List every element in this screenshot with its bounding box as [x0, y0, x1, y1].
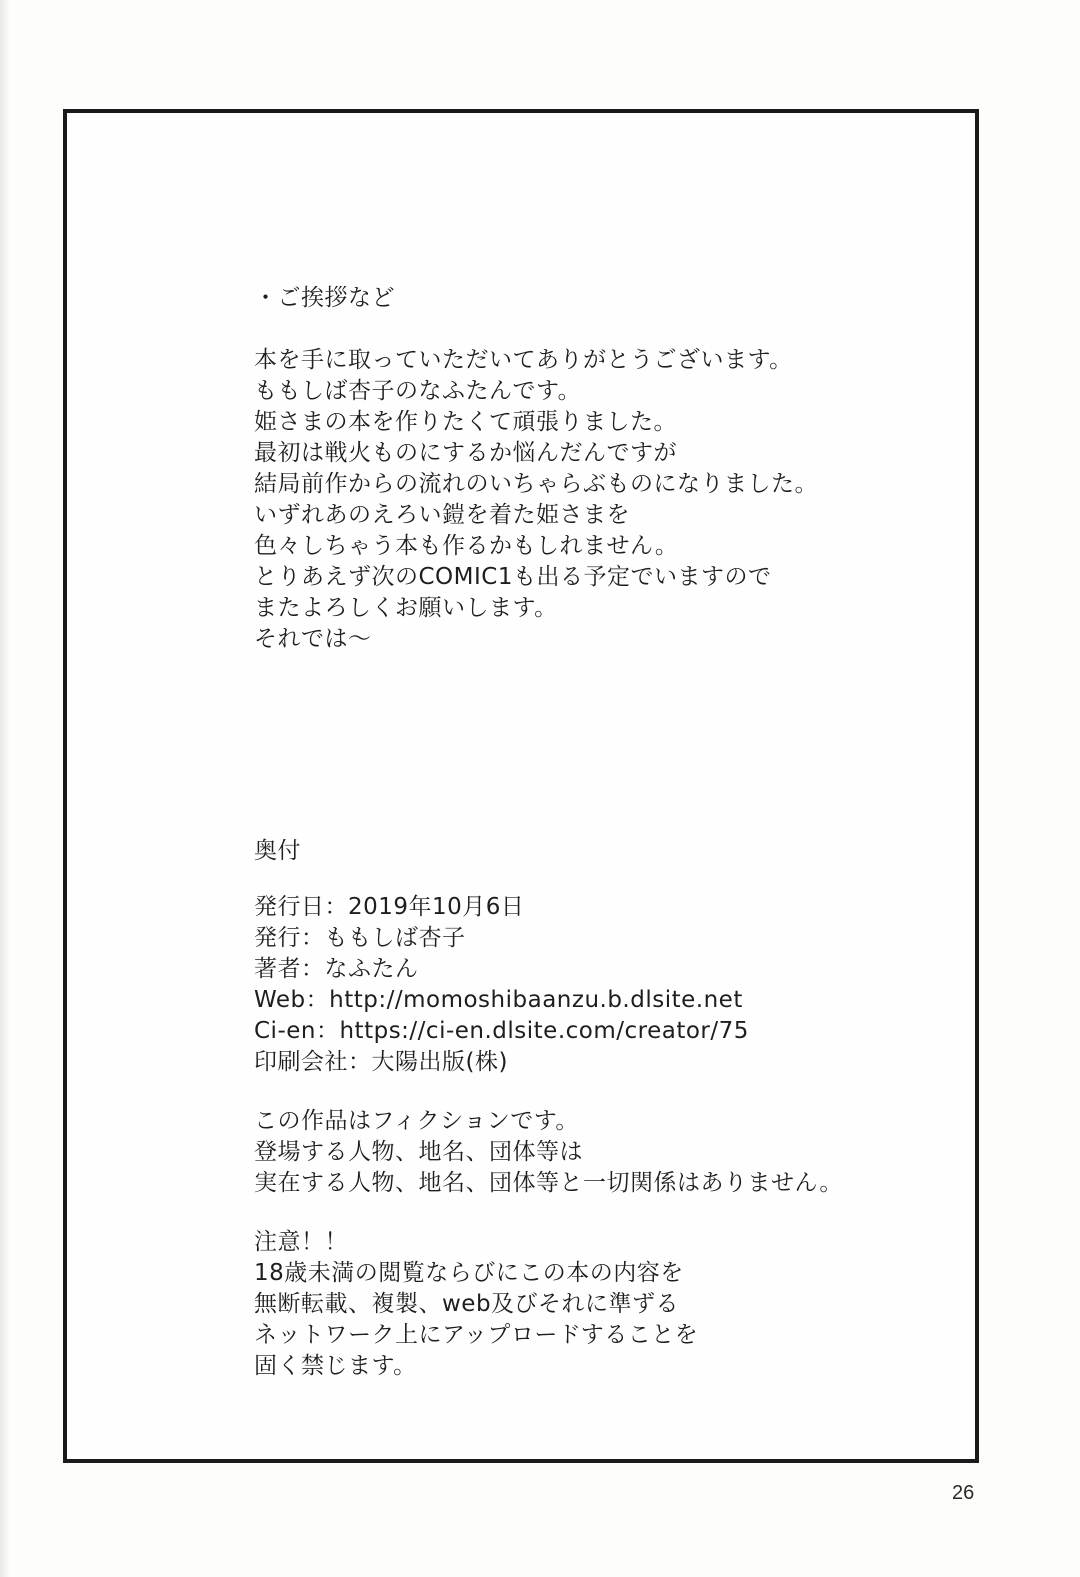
greeting-heading: ・ご挨拶など [254, 285, 395, 311]
page-number: 26 [952, 1482, 975, 1504]
colophon-printer: 印刷会社：大陽出版(株) [254, 1049, 508, 1075]
fiction-notice-line: この作品はフィクションです。 [254, 1108, 579, 1134]
greeting-line: とりあえず次のCOMIC1も出る予定でいますので [254, 564, 772, 590]
greeting-line: 色々しちゃう本も作るかもしれません。 [254, 533, 679, 559]
fiction-notice-line: 実在する人物、地名、団体等と一切関係はありません。 [254, 1170, 843, 1196]
caution-line: ネットワーク上にアップロードすることを [254, 1322, 699, 1348]
colophon-heading: 奥付 [254, 838, 301, 864]
greeting-line: 姫さまの本を作りたくて頑張りました。 [254, 409, 677, 435]
greeting-section [254, 283, 818, 655]
colophon-publish-date: 発行日：2019年10月6日 [254, 894, 525, 920]
greeting-line: 結局前作からの流れのいちゃらぶものになりました。 [254, 471, 818, 497]
greeting-line: いずれあのえろい鎧を着た姫さまを [254, 502, 630, 528]
colophon-publisher: 発行：ももしば杏子 [254, 925, 466, 951]
scan-edge-shadow [0, 0, 10, 1577]
greeting-line: ももしば杏子のなふたんです。 [254, 378, 582, 404]
colophon-section [254, 836, 843, 1382]
colophon-cien-url: Ci-en：https://ci-en.dlsite.com/creator/75 [254, 1018, 749, 1044]
greeting-line: またよろしくお願いします。 [254, 595, 558, 621]
fiction-notice-line: 登場する人物、地名、団体等は [254, 1139, 583, 1165]
colophon-web-url: Web：http://momoshibaanzu.b.dlsite.net [254, 987, 743, 1013]
greeting-line: それでは～ [254, 626, 372, 652]
colophon-author: 著者：なふたん [254, 956, 419, 982]
caution-heading: 注意！！ [254, 1229, 348, 1255]
greeting-line: 最初は戦火ものにするか悩んだんですが [254, 440, 677, 466]
caution-line: 無断転載、複製、web及びそれに準ずる [254, 1291, 680, 1317]
greeting-line: 本を手に取っていただいてありがとうございます。 [254, 347, 793, 373]
caution-line: 18歳未満の閲覧ならびにこの本の内容を [254, 1260, 684, 1286]
caution-line: 固く禁じます。 [254, 1353, 417, 1379]
